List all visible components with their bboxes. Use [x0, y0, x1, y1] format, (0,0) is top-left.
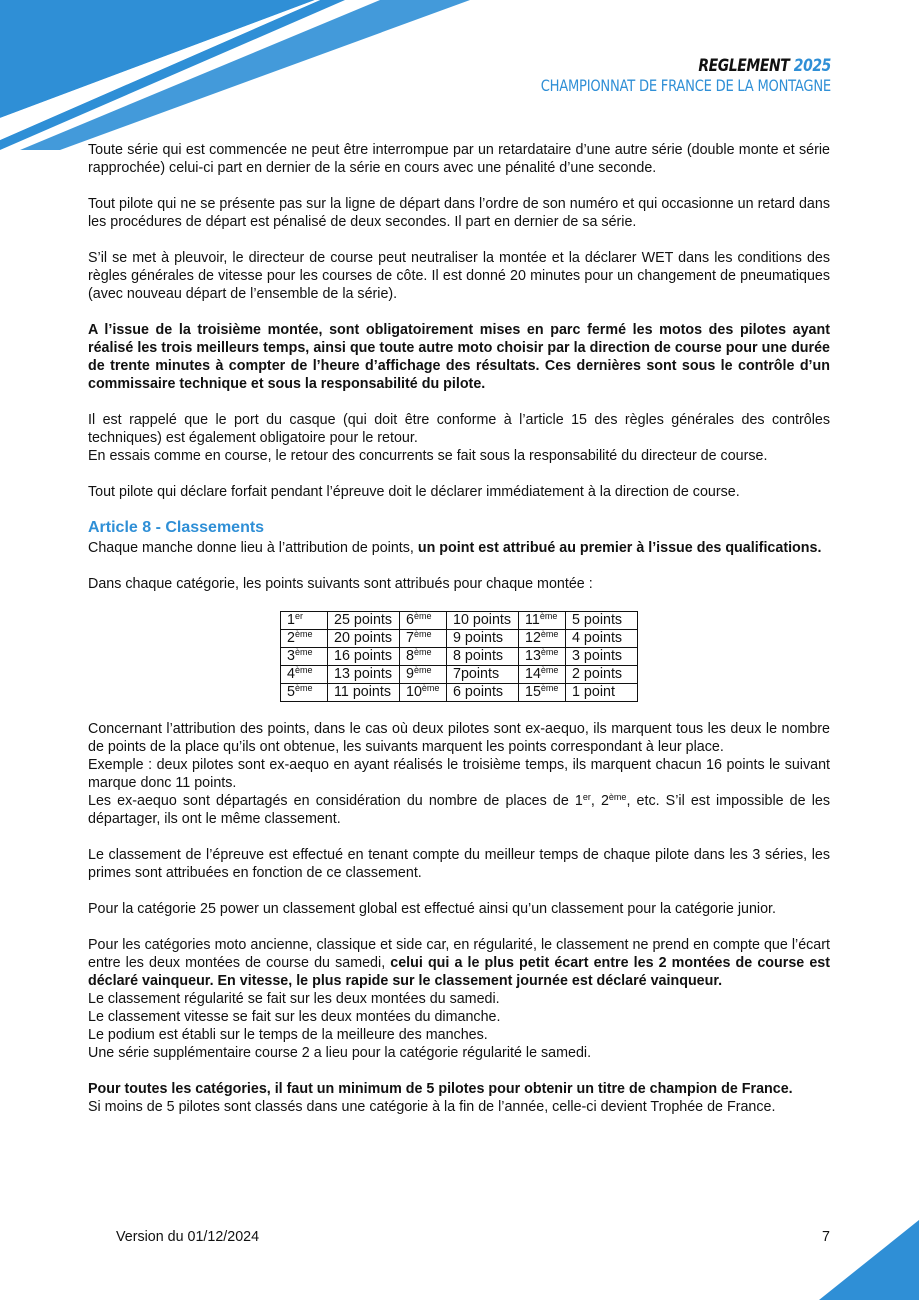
- points-cell: 8 points: [447, 648, 519, 666]
- points-cell: 1 point: [566, 684, 638, 702]
- paragraph: Le classement vitesse se fait sur les deux montées du dimanche.: [88, 1009, 501, 1025]
- rank-cell: 9ème: [400, 666, 447, 684]
- rank-cell: 5ème: [281, 684, 328, 702]
- paragraph-bold: Pour toutes les catégories, il faut un minimum de 5 pilotes pour obtenir un titre de champion de France.: [88, 1081, 793, 1097]
- corner-decoration-bottom: [819, 1220, 919, 1300]
- rank-cell: 10ème: [400, 684, 447, 702]
- paragraph: Concernant l’attribution des points, dans le cas où deux pilotes sont ex-aequo, ils marquent tous les deux le nombre de points de la place qu’ils ont obtenue, les suivants marquent les points correspondant à leur place.: [88, 721, 830, 755]
- page-number: 7: [822, 1229, 830, 1245]
- points-cell: 2 points: [566, 666, 638, 684]
- rank-cell: 12ème: [519, 630, 566, 648]
- rank-cell: 15ème: [519, 684, 566, 702]
- points-cell: 6 points: [447, 684, 519, 702]
- points-cell: 4 points: [566, 630, 638, 648]
- rank-cell: 14ème: [519, 666, 566, 684]
- paragraph: Pour les catégories moto ancienne, classique et side car, en régularité, le classement ne prend en compte que l’écart entre les deux montées de course du samedi, celui qui a le plus petit écart entre les 2 montées de course est déclaré vainqueur. En vitesse, le plus rapide sur le classement journée est déclaré vainqueur.: [88, 937, 830, 989]
- rank-cell: 8ème: [400, 648, 447, 666]
- article-intro: Chaque manche donne lieu à l’attribution de points, un point est attribué au premier à l’issue des qualifications.: [88, 540, 822, 556]
- paragraph: Si moins de 5 pilotes sont classés dans une catégorie à la fin de l’année, celle-ci devient Trophée de France.: [88, 1099, 776, 1115]
- points-table: [280, 611, 638, 702]
- rank-cell: 13ème: [519, 648, 566, 666]
- paragraph: Une série supplémentaire course 2 a lieu pour la catégorie régularité le samedi.: [88, 1045, 592, 1061]
- document-header: [477, 57, 831, 95]
- paragraph: Le classement de l’épreuve est effectué en tenant compte du meilleur temps de chaque pilote dans les 3 séries, les primes sont attribuées en fonction de ce classement.: [88, 847, 830, 881]
- article-heading: Article 8 - Classements: [88, 519, 265, 536]
- rank-cell: 6ème: [400, 612, 447, 630]
- points-cell: 11 points: [328, 684, 400, 702]
- header-subtitle: CHAMPIONNAT DE FRANCE DE LA MONTAGNE: [540, 75, 831, 95]
- rank-cell: 4ème: [281, 666, 328, 684]
- paragraph: Exemple : deux pilotes sont ex-aequo en ayant réalisés le troisième temps, ils marquent chacun 16 points le suivant marque donc 11 points.: [88, 757, 830, 791]
- points-cell: 13 points: [328, 666, 400, 684]
- paragraph: S’il se met à pleuvoir, le directeur de course peut neutraliser la montée et la déclarer WET dans les conditions des règles générales de vitesse pour les courses de côte. Il est donné 20 minutes pour un changement de pneumatiques (avec nouveau départ de l’ensemble de la série).: [88, 250, 830, 302]
- paragraph: Il est rappelé que le port du casque (qui doit être conforme à l’article 15 des règles générales des contrôles techniques) est également obligatoire pour le retour.: [88, 412, 830, 446]
- paragraph: Le podium est établi sur le temps de la meilleure des manches.: [88, 1027, 488, 1043]
- table-row: [281, 630, 638, 648]
- points-cell: 3 points: [566, 648, 638, 666]
- points-cell: 9 points: [447, 630, 519, 648]
- header-title: REGLEMENT 2025: [698, 56, 831, 76]
- points-cell: 20 points: [328, 630, 400, 648]
- footer-version: Version du 01/12/2024: [116, 1229, 260, 1245]
- table-row: [281, 612, 638, 630]
- points-cell: 7points: [447, 666, 519, 684]
- paragraph-bold: A l’issue de la troisième montée, sont obligatoirement mises en parc fermé les motos des pilotes ayant réalisé les trois meilleurs temps, ainsi que toute autre moto choisir par la direction de course pour une durée de trente minutes à compter de l’heure d’affichage des résultats. Ces dernières sont sous le contrôle d’un commissaire technique et sous la responsabilité du pilote.: [88, 322, 830, 392]
- corner-decoration-top: [0, 0, 480, 150]
- paragraph: Tout pilote qui ne se présente pas sur la ligne de départ dans l’ordre de son numéro et qui occasionne un retard dans les procédures de départ est pénalisé de deux secondes. Il part en dernier de sa série.: [88, 196, 830, 230]
- paragraph: Tout pilote qui déclare forfait pendant l’épreuve doit le déclarer immédiatement à la direction de course.: [88, 484, 740, 500]
- points-cell: 10 points: [447, 612, 519, 630]
- points-cell: 5 points: [566, 612, 638, 630]
- paragraph: En essais comme en course, le retour des concurrents se fait sous la responsabilité du directeur de course.: [88, 448, 768, 464]
- points-cell: 16 points: [328, 648, 400, 666]
- table-row: [281, 666, 638, 684]
- paragraph: Les ex-aequo sont départagés en considération du nombre de places de 1er, 2ème, etc. S’il est impossible de les départager, ils ont le même classement.: [88, 792, 830, 827]
- points-cell: 25 points: [328, 612, 400, 630]
- paragraph: Le classement régularité se fait sur les deux montées du samedi.: [88, 991, 500, 1007]
- rank-cell: 3ème: [281, 648, 328, 666]
- rank-cell: 11ème: [519, 612, 566, 630]
- table-row: [281, 648, 638, 666]
- table-row: [281, 684, 638, 702]
- points-intro: Dans chaque catégorie, les points suivants sont attribués pour chaque montée :: [88, 576, 593, 592]
- rank-cell: 1er: [281, 612, 328, 630]
- document-body: [88, 141, 830, 1116]
- paragraph: Toute série qui est commencée ne peut être interrompue par un retardataire d’une autre série (double monte et série rapprochée) celui-ci part en dernier de la série en cours avec une pénalité d’une seconde.: [88, 142, 830, 176]
- paragraph: Pour la catégorie 25 power un classement global est effectué ainsi qu’un classement pour la catégorie junior.: [88, 901, 776, 917]
- rank-cell: 2ème: [281, 630, 328, 648]
- rank-cell: 7ème: [400, 630, 447, 648]
